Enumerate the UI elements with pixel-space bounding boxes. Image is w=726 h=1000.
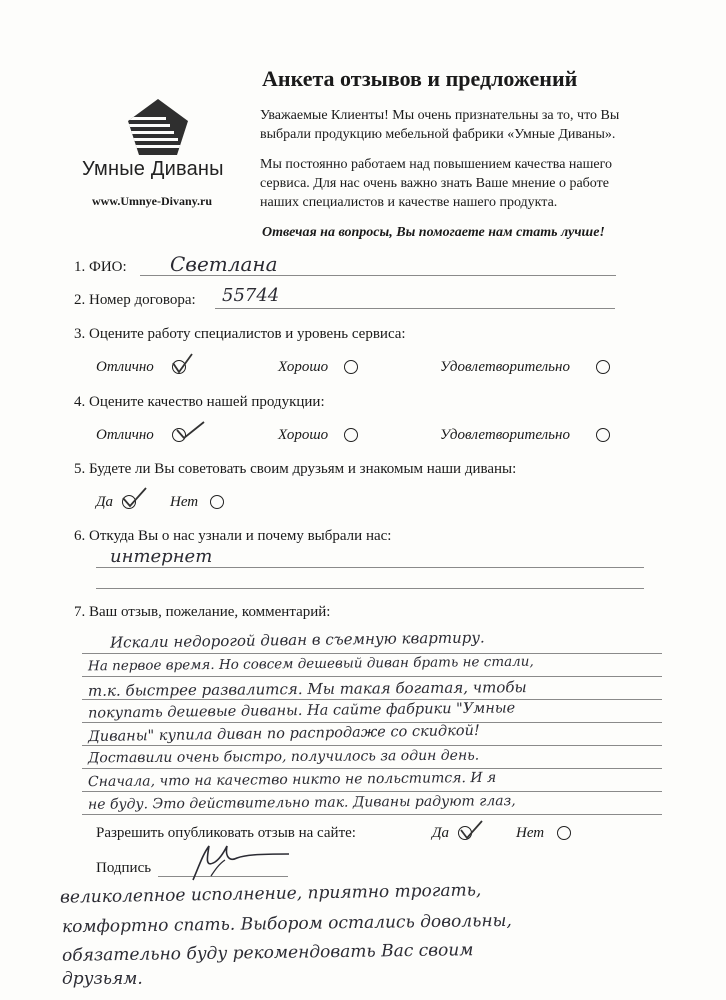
q5-option-yes-label: Да bbox=[96, 494, 114, 510]
intro-line-5: наших специалистов и качестве нашего продукта. bbox=[260, 195, 558, 210]
form-title: Анкета отзывов и предложений bbox=[262, 66, 578, 91]
q6-answer[interactable]: интернет bbox=[110, 546, 213, 567]
q3-label: 3. Оцените работу специалистов и уровень сервиса: bbox=[74, 326, 406, 342]
q4-checkmark-icon bbox=[174, 420, 206, 442]
q7-answer-line: комфортно спать. Выбором остались довольны, bbox=[61, 910, 512, 938]
q7-answer-line: На первое время. Но совсем дешевый диван брать не стали, bbox=[87, 653, 534, 675]
publish-option-no-label: Нет bbox=[516, 825, 545, 841]
intro-line-4: сервиса. Для нас очень важно знать Ваше мнение о работе bbox=[260, 176, 609, 191]
publish-checkmark-icon bbox=[458, 818, 484, 842]
q4-option-satisfactory-label: Удовлетворительно bbox=[440, 427, 570, 443]
q4-option-satisfactory-radio[interactable] bbox=[596, 428, 610, 442]
logo-pentagon-icon bbox=[126, 97, 190, 157]
q7-answer-line: Диваны" купила диван по распродаже со скидкой! bbox=[87, 722, 480, 746]
q5-option-no-label: Нет bbox=[170, 494, 199, 510]
q5-checkmark-icon bbox=[120, 486, 148, 510]
signature-label: Подпись bbox=[96, 860, 152, 876]
publish-option-no-radio[interactable] bbox=[557, 826, 571, 840]
q6-label: 6. Откуда Вы о нас узнали и почему выбрали нас: bbox=[74, 528, 392, 544]
intro-line-2: выбрали продукцию мебельной фабрики «Умные Диваны». bbox=[260, 127, 616, 142]
q7-answer-line: Доставили очень быстро, получилось за один день. bbox=[87, 747, 480, 767]
intro-line-1: Уважаемые Клиенты! Мы очень признательны за то, что Вы bbox=[260, 108, 620, 123]
q6-underline-2 bbox=[96, 588, 644, 589]
q3-option-good-label: Хорошо bbox=[278, 359, 329, 375]
q7-answer-line: покупать дешевые диваны. На сайте фабрики "Умные bbox=[87, 700, 516, 722]
q3-option-satisfactory-radio[interactable] bbox=[596, 360, 610, 374]
q2-underline bbox=[215, 308, 615, 309]
q1-answer[interactable]: Светлана bbox=[170, 252, 278, 276]
q4-option-good-radio[interactable] bbox=[344, 428, 358, 442]
q7-answer-line: друзьям. bbox=[62, 969, 143, 989]
q7-answer-line: т.к. быстрее развалится. Мы такая богатая, чтобы bbox=[87, 678, 527, 700]
q7-answer-line: не буду. Это действительно так. Диваны радуют глаз, bbox=[87, 793, 516, 813]
q4-option-excellent-label: Отлично bbox=[96, 427, 154, 443]
logo-url[interactable]: www.Umnye-Divany.ru bbox=[92, 194, 213, 208]
publish-label: Разрешить опубликовать отзыв на сайте: bbox=[96, 825, 356, 841]
signature-drawing[interactable] bbox=[185, 840, 295, 884]
q3-option-satisfactory-label: Удовлетворительно bbox=[440, 359, 570, 375]
q3-option-excellent-label: Отлично bbox=[96, 359, 154, 375]
q2-label: 2. Номер договора: bbox=[74, 292, 196, 308]
q3-checkmark-icon bbox=[170, 352, 196, 376]
q5-label: 5. Будете ли Вы советовать своим друзьям и знакомым наши диваны: bbox=[74, 461, 517, 477]
q7-answer-line: обязательно буду рекомендовать Вас своим bbox=[61, 940, 474, 966]
q7-label: 7. Ваш отзыв, пожелание, комментарий: bbox=[74, 604, 331, 620]
q4-option-good-label: Хорошо bbox=[278, 427, 329, 443]
intro-line-3: Мы постоянно работаем над повышением качества нашего bbox=[260, 157, 613, 172]
q7-answer-line: великолепное исполнение, приятно трогать, bbox=[59, 880, 482, 908]
tagline: Отвечая на вопросы, Вы помогаете нам стать лучше! bbox=[262, 225, 605, 240]
q6-underline-1 bbox=[96, 567, 644, 568]
q7-answer-line: Сначала, что на качество никто не польстится. И я bbox=[87, 769, 497, 791]
q7-answer-line: Искали недорогой диван в съемную квартиру. bbox=[109, 628, 485, 652]
q2-answer[interactable]: 55744 bbox=[222, 285, 280, 306]
publish-option-yes-label: Да bbox=[432, 825, 450, 841]
q4-label: 4. Оцените качество нашей продукции: bbox=[74, 394, 325, 410]
q5-option-no-radio[interactable] bbox=[210, 495, 224, 509]
q1-label: 1. ФИО: bbox=[74, 259, 127, 275]
logo-name: Умные Диваны bbox=[82, 158, 224, 180]
q3-option-good-radio[interactable] bbox=[344, 360, 358, 374]
